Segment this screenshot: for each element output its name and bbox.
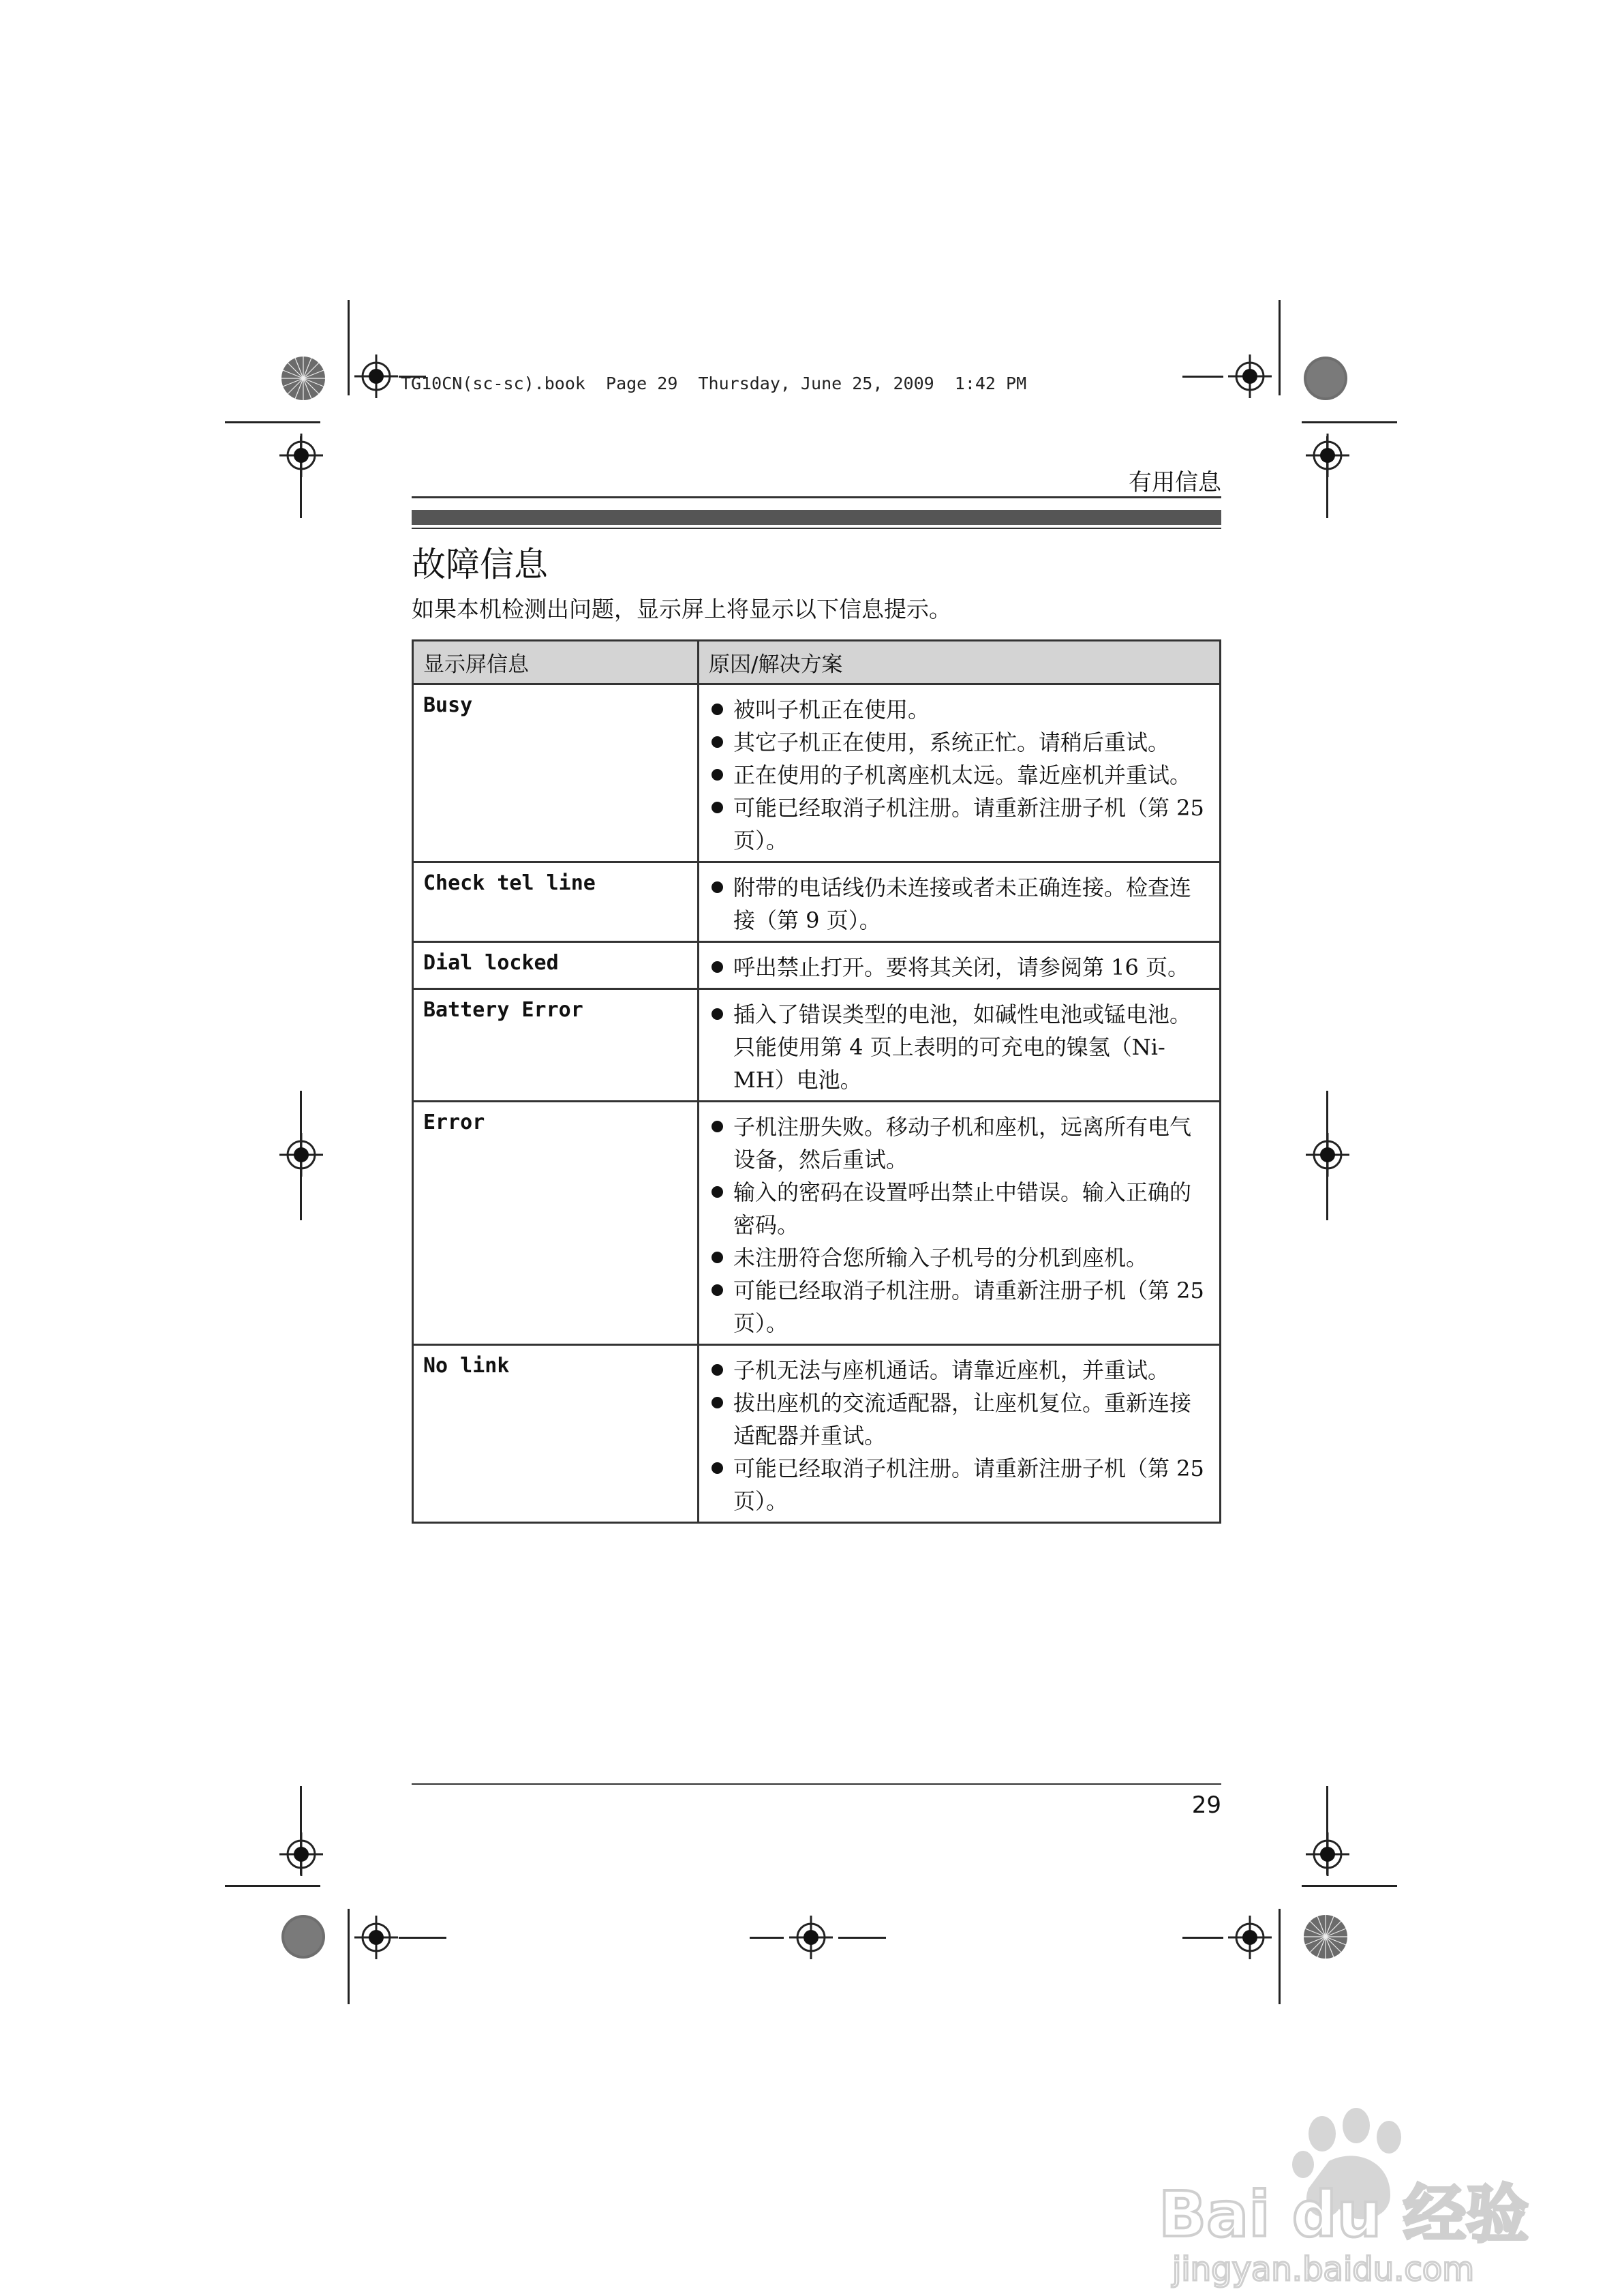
display-message: Dial locked <box>413 942 699 989</box>
intro-text: 如果本机检测出问题，显示屏上将显示以下信息提示。 <box>412 596 951 622</box>
page-number: 29 <box>1191 1792 1221 1819</box>
header-bar <box>412 510 1221 525</box>
registration-target-icon <box>279 1832 323 1876</box>
solution-item: 子机无法与座机通话。请靠近座机，并重试。 <box>710 1354 1210 1387</box>
color-dial-icon <box>281 356 326 401</box>
display-message: Check tel line <box>413 862 699 942</box>
header-rule-lower <box>412 528 1221 529</box>
solution-item: 正在使用的子机离座机太远。靠近座机并重试。 <box>710 759 1210 791</box>
gray-dial-icon <box>281 1914 326 1959</box>
solution-item: 插入了错误类型的电池，如碱性电池或锰电池。只能使用第 4 页上表明的可充电的镍氢（Ni-MH）电池。 <box>710 998 1210 1096</box>
watermark-brand: Bai du 经验 <box>1159 2178 1529 2251</box>
registration-target-icon <box>1228 354 1272 398</box>
table-row <box>413 1345 1221 1523</box>
registration-target-icon <box>1306 434 1349 477</box>
display-message: Battery Error <box>413 989 699 1102</box>
display-message: No link <box>413 1345 699 1523</box>
solution-item: 呼出禁止打开。要将其关闭，请参阅第 16 页。 <box>710 951 1210 984</box>
error-message-table <box>412 639 1221 1524</box>
solution-item: 拔出座机的交流适配器，让座机复位。重新连接适配器并重试。 <box>710 1387 1210 1452</box>
gray-dial-icon <box>1303 356 1348 401</box>
solution-item: 未注册符合您所输入子机号的分机到座机。 <box>710 1241 1210 1274</box>
display-message: Error <box>413 1102 699 1345</box>
print-slug: TG10CN(sc-sc).book Page 29 Thursday, June 25, 2009 1:42 PM <box>401 374 1027 393</box>
solution-item: 附带的电话线仍未连接或者未正确连接。检查连接（第 9 页）。 <box>710 871 1210 937</box>
column-header-message: 显示屏信息 <box>413 641 699 684</box>
solution-cell <box>699 942 1221 989</box>
solution-item: 可能已经取消子机注册。请重新注册子机（第 25 页）。 <box>710 1452 1210 1517</box>
page-title: 故障信息 <box>412 545 548 584</box>
solution-item: 被叫子机正在使用。 <box>710 693 1210 726</box>
registration-target-icon <box>789 1916 833 1959</box>
table-row <box>413 989 1221 1102</box>
table-header-row <box>413 641 1221 684</box>
solution-cell <box>699 989 1221 1102</box>
color-dial-icon <box>1303 1914 1348 1959</box>
solution-item: 其它子机正在使用，系统正忙。请稍后重试。 <box>710 726 1210 759</box>
solution-item: 可能已经取消子机注册。请重新注册子机（第 25 页）。 <box>710 791 1210 857</box>
header-rule <box>412 496 1221 498</box>
section-header: 有用信息 <box>1129 469 1221 496</box>
solution-cell <box>699 684 1221 862</box>
baidu-jingyan-watermark <box>1152 2106 1533 2291</box>
solution-item: 输入的密码在设置呼出禁止中错误。输入正确的密码。 <box>710 1176 1210 1241</box>
table-row <box>413 862 1221 942</box>
registration-target-icon <box>354 1916 398 1959</box>
table-row <box>413 684 1221 862</box>
watermark-url: jingyan.baidu.com <box>1172 2250 1474 2289</box>
registration-target-icon <box>279 1133 323 1177</box>
table-row <box>413 942 1221 989</box>
registration-target-icon <box>1228 1916 1272 1959</box>
table-row <box>413 1102 1221 1345</box>
registration-target-icon <box>354 354 398 398</box>
registration-target-icon <box>279 434 323 477</box>
solution-cell <box>699 1345 1221 1523</box>
solution-item: 子机注册失败。移动子机和座机，远离所有电气设备，然后重试。 <box>710 1111 1210 1176</box>
solution-cell <box>699 862 1221 942</box>
registration-target-icon <box>1306 1832 1349 1876</box>
solution-item: 可能已经取消子机注册。请重新注册子机（第 25 页）。 <box>710 1274 1210 1340</box>
display-message: Busy <box>413 684 699 862</box>
footer-rule <box>412 1783 1221 1785</box>
solution-cell <box>699 1102 1221 1345</box>
registration-target-icon <box>1306 1133 1349 1177</box>
column-header-solution: 原因/解决方案 <box>699 641 1221 684</box>
